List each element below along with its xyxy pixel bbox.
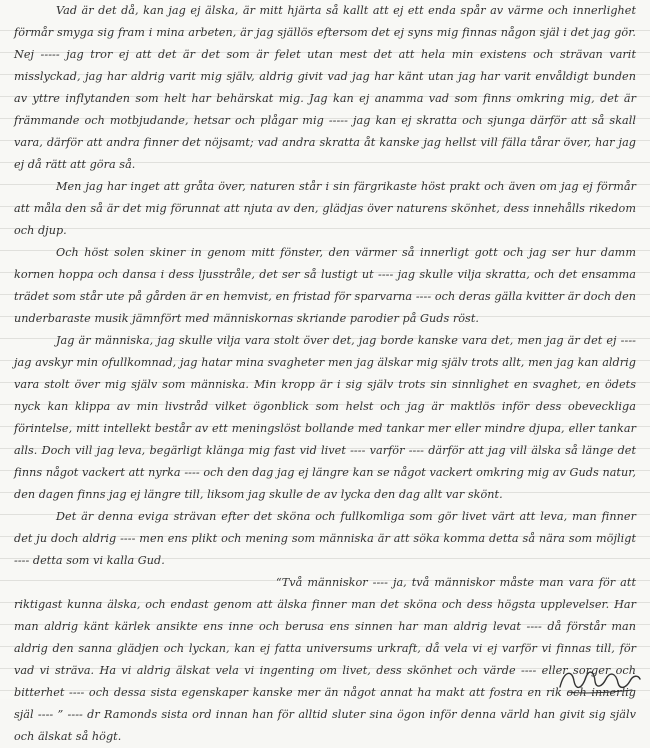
handwritten-signature xyxy=(554,663,644,697)
paragraph-3: Och höst solen skiner in genom mitt fönster, den värmer så innerligt gott och jag ser hur damm kornen hoppa och dansa i dess ljusstråle, det ser så lustigt ut ---- jag skulle vilja skratta, och det ensamma trädet som står ute på gården är en hemvist, en fristad för sparvarna ---- och deras gälla kvitter är doch den underbaraste musik jämnfört med människornas skriande parodier på Guds röst. xyxy=(14,246,636,325)
handwritten-text-body xyxy=(14,0,636,748)
paragraph-2: Men jag har inget att gråta över, naturen står i sin färgrikaste höst prakt och även om jag ej förmår att måla den så är det mig förunnat att njuta av den, glädjas över naturens skönhet, dess innehålls rikedom och djup. xyxy=(14,180,636,237)
paragraph-5: Det är denna eviga strävan efter det sköna och fullkomliga som gör livet värt att leva, man finner det ju doch aldrig ---- men ens plikt och mening som människa är att söka komma detta så nära som möjligt ---- detta som vi kalla Gud. xyxy=(14,510,636,567)
quote-paragraph: “Två människor ---- ja, två människor måste man vara för att riktigast kunna älska, och endast genom att älska finner man det sköna och dess högsta upplevelser. Har man aldrig känt kärlek ansikte ens inne och berusa ens sinnen har man aldrig levat ---- då förstår man aldrig den sanna glädjen och lyckan, kan ej fatta universums urkraft, då vela vi ej varför vi finnas till, för vad vi sträva. Ha vi aldrig älskat vela vi ingenting om livet, dess skönhet och värde ---- eller sorger och bitterhet ---- och dessa sista egenskaper kanske mer än något annat ha makt att fostra en rik och innerlig själ ---- ” ---- dr Ramonds sista ord innan han för alltid sluter sina ögon inför denna värld han givit sig själv och älskat så högt. xyxy=(14,576,636,743)
paragraph-4: Jag är människa, jag skulle vilja vara stolt över det, jag borde kanske vara det, men jag är det ej ---- jag avskyr min ofullkomnad, jag hatar mina svagheter men jag älskar mig själv trots allt, men jag kan aldrig vara stolt över mig själv som människa. Min kropp är i sig själv trots sin sinnlighet en svaghet, en ödets nyck kan klippa av min livstråd vilket ögonblick som helst och jag är maktlös inför dess obeveckliga förintelse, mitt intellekt består av ett meningslöst bollande med tankar mer eller mindre djupa, eller tankar alls. Doch vill jag leva, begärligt klänga mig fast vid livet ---- varför ---- därför att jag vill älska så länge det finns något vackert att nyrka ---- och den dag jag ej längre kan se något vackert omkring mig av Guds natur, den dagen finns jag ej längre till, liksom jag skulle de av lycka den dag allt var skönt. xyxy=(14,334,636,501)
paragraph-1: Vad är det då, kan jag ej älska, är mitt hjärta så kallt att ej ett enda spår av värme och innerlighet förmår smyga sig fram i mina arbeten, är jag själlös eftersom det ej syns mig finnas någon själ i det jag gör. Nej ----- jag tror ej att det är det som är felet utan mest det att hela min existens och strävan varit misslyckad, jag har aldrig varit mig själv, aldrig givit vad jag har känt utan jag har varit envåldigt bunden av yttre inflytanden som helt har behärskat mig. Jag kan ej anamma vad som finns omkring mig, det är främmande och motbjudande, hetsar och plågar mig ----- jag kan ej skratta och sjunga därför att så skall vara, därför att andra finner det nöjsamt; vad andra skratta åt kanske jag hellst vill fälla tårar över, har jag ej då rätt att göra så. xyxy=(14,4,636,171)
